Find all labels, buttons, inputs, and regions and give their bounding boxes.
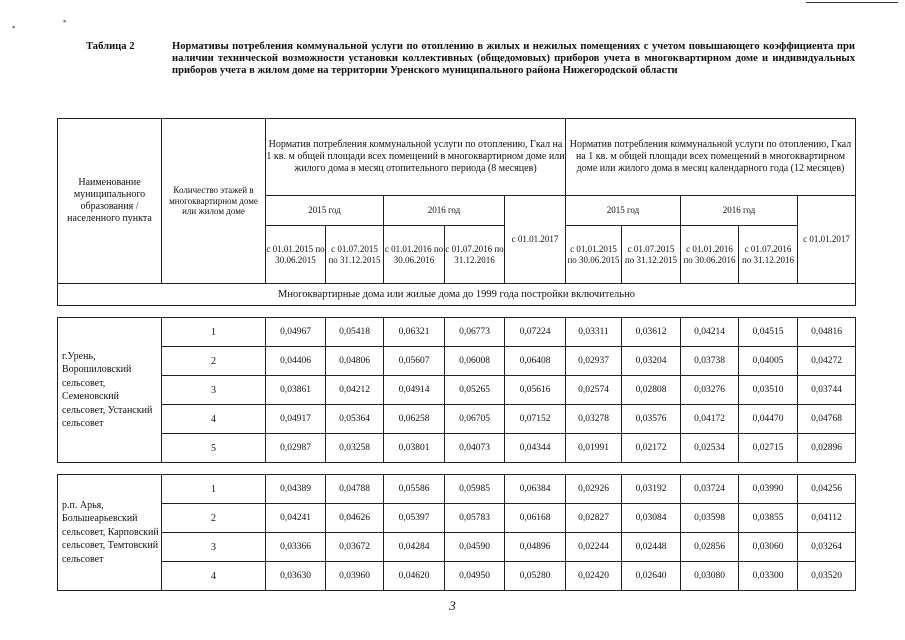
floors-cell: 3 (162, 533, 266, 562)
norm-value-cell: 0,02827 (566, 504, 622, 533)
norm-value-cell: 0,03311 (566, 318, 622, 347)
norm-value-cell: 0,02640 (622, 562, 681, 591)
floors-cell: 1 (162, 318, 266, 347)
norm-value-cell: 0,06258 (384, 405, 445, 434)
norm-value-cell: 0,02896 (798, 434, 856, 463)
norm-value-cell: 0,03576 (622, 405, 681, 434)
norm-value-cell: 0,04620 (384, 562, 445, 591)
norm-value-cell: 0,03672 (326, 533, 384, 562)
floors-cell: 1 (162, 475, 266, 504)
norm-value-cell: 0,06321 (384, 318, 445, 347)
norm-value-cell: 0,03264 (798, 533, 856, 562)
table-label: Таблица 2 (86, 41, 135, 52)
header-period: с 01.01.2016 по 30.06.2016 (384, 226, 445, 284)
norm-value-cell: 0,05364 (326, 405, 384, 434)
norm-value-cell: 0,03744 (798, 376, 856, 405)
norm-value-cell: 0,02172 (622, 434, 681, 463)
top-edge-line (806, 2, 898, 3)
norm-value-cell: 0,05616 (505, 376, 566, 405)
norm-value-cell: 0,04172 (681, 405, 739, 434)
norm-value-cell: 0,03855 (739, 504, 798, 533)
norm-value-cell: 0,05397 (384, 504, 445, 533)
norm-value-cell: 0,04917 (266, 405, 326, 434)
norm-value-cell: 0,04272 (798, 347, 856, 376)
norm-value-cell: 0,06168 (505, 504, 566, 533)
floors-cell: 5 (162, 434, 266, 463)
floors-cell: 2 (162, 504, 266, 533)
norm-value-cell: 0,02420 (566, 562, 622, 591)
table-row (58, 504, 856, 533)
header-group-8-months: Норматив потребления коммунальной услуги по отоплению, Гкал на 1 кв. м общей площади всех помещений в многоквартирном доме или жилого дома в месяц отопительного периода (8 месяцев) (266, 119, 566, 196)
floors-cell: 4 (162, 562, 266, 591)
header-period: с 01.07.2015 по 31.12.2015 (326, 226, 384, 284)
norm-value-cell: 0,04284 (384, 533, 445, 562)
norm-value-cell: 0,04005 (739, 347, 798, 376)
header-floors-column: Количество этажей в многоквартирном доме или жилом доме (162, 119, 266, 284)
norm-value-cell: 0,02244 (566, 533, 622, 562)
norm-value-cell: 0,04515 (739, 318, 798, 347)
norm-value-cell: 0,03278 (566, 405, 622, 434)
norm-value-cell: 0,04896 (505, 533, 566, 562)
header-from-2017: с 01.01.2017 (505, 196, 566, 284)
norm-value-cell: 0,06408 (505, 347, 566, 376)
norm-value-cell: 0,03990 (739, 475, 798, 504)
norm-value-cell: 0,03258 (326, 434, 384, 463)
floors-cell: 3 (162, 376, 266, 405)
header-period: с 01.07.2016 по 31.12.2016 (739, 226, 798, 284)
norm-value-cell: 0,04914 (384, 376, 445, 405)
norm-value-cell: 0,05985 (445, 475, 505, 504)
norm-value-cell: 0,03520 (798, 562, 856, 591)
norm-value-cell: 0,06008 (445, 347, 505, 376)
norm-value-cell: 0,02448 (622, 533, 681, 562)
norm-value-cell: 0,02534 (681, 434, 739, 463)
norm-value-cell: 0,05265 (445, 376, 505, 405)
norm-value-cell: 0,06773 (445, 318, 505, 347)
norm-value-cell: 0,01991 (566, 434, 622, 463)
norm-value-cell: 0,03080 (681, 562, 739, 591)
norm-value-cell: 0,03630 (266, 562, 326, 591)
header-period: с 01.01.2016 по 30.06.2016 (681, 226, 739, 284)
table-row (58, 475, 856, 504)
table-row (58, 533, 856, 562)
norm-value-cell: 0,02715 (739, 434, 798, 463)
norm-value-cell: 0,03060 (739, 533, 798, 562)
norm-value-cell: 0,05418 (326, 318, 384, 347)
norm-value-cell: 0,03738 (681, 347, 739, 376)
scan-mark: ▪ (12, 22, 16, 32)
header-from-2017: с 01.01.2017 (798, 196, 856, 284)
table-row (58, 376, 856, 405)
norm-value-cell: 0,02574 (566, 376, 622, 405)
norm-value-cell: 0,05783 (445, 504, 505, 533)
spacer-row (58, 463, 856, 475)
norm-value-cell: 0,04256 (798, 475, 856, 504)
municipality-name: р.п. Арья, Большеарьевский сельсовет, Карповский сельсовет, Темтовский сельсовет (58, 475, 162, 591)
header-period: с 01.07.2016 по 31.12.2016 (445, 226, 505, 284)
norms-table (57, 118, 856, 591)
header-period: с 01.01.2015 по 30.06.2015 (566, 226, 622, 284)
norm-value-cell: 0,04470 (739, 405, 798, 434)
norm-value-cell: 0,04806 (326, 347, 384, 376)
norm-value-cell: 0,03861 (266, 376, 326, 405)
norm-value-cell: 0,04590 (445, 533, 505, 562)
scan-mark: ▪ (63, 16, 67, 26)
norm-value-cell: 0,04344 (505, 434, 566, 463)
norm-value-cell: 0,04112 (798, 504, 856, 533)
municipality-group (58, 475, 856, 591)
norm-value-cell: 0,03084 (622, 504, 681, 533)
norm-value-cell: 0,05586 (384, 475, 445, 504)
norm-value-cell: 0,02937 (566, 347, 622, 376)
municipality-name: г.Урень, Ворошиловский сельсовет, Семеновский сельсовет, Устанский сельсовет (58, 318, 162, 463)
norm-value-cell: 0,03366 (266, 533, 326, 562)
norm-value-cell: 0,04073 (445, 434, 505, 463)
spacer-row (58, 306, 856, 318)
norm-value-cell: 0,04389 (266, 475, 326, 504)
norm-value-cell: 0,03192 (622, 475, 681, 504)
floors-cell: 2 (162, 347, 266, 376)
table-row (58, 318, 856, 347)
norm-value-cell: 0,06384 (505, 475, 566, 504)
norm-value-cell: 0,07224 (505, 318, 566, 347)
norm-value-cell: 0,04950 (445, 562, 505, 591)
norm-value-cell: 0,03510 (739, 376, 798, 405)
norm-value-cell: 0,03801 (384, 434, 445, 463)
norm-value-cell: 0,04768 (798, 405, 856, 434)
norm-value-cell: 0,04788 (326, 475, 384, 504)
header-period: с 01.01.2015 по 30.06.2015 (266, 226, 326, 284)
floors-cell: 4 (162, 405, 266, 434)
table-row (58, 562, 856, 591)
table-title: Нормативы потребления коммунальной услуги по отоплению в жилых и нежилых помещениях с учетом повышающего коэффициента при наличии технической возможности установки коллективных (общедомовых) приборов учета в многоквартирном доме и индивидуальных приборов учета в жилом доме на территории Уренского муниципального района Нижегородской области (172, 41, 855, 76)
norm-value-cell: 0,02856 (681, 533, 739, 562)
header-year-2015: 2015 год (266, 196, 384, 226)
header-name-column: Наименование муниципального образования / населенного пункта (58, 119, 162, 284)
norm-value-cell: 0,03724 (681, 475, 739, 504)
norm-value-cell: 0,03960 (326, 562, 384, 591)
norm-value-cell: 0,04241 (266, 504, 326, 533)
norm-value-cell: 0,04626 (326, 504, 384, 533)
norm-value-cell: 0,06705 (445, 405, 505, 434)
section-title: Многоквартирные дома или жилые дома до 1999 года постройки включительно (58, 284, 856, 306)
page-number: 3 (449, 598, 456, 613)
norm-value-cell: 0,03276 (681, 376, 739, 405)
table-row (58, 405, 856, 434)
norm-value-cell: 0,04212 (326, 376, 384, 405)
header-year-2015: 2015 год (566, 196, 681, 226)
norm-value-cell: 0,04214 (681, 318, 739, 347)
table-row (58, 347, 856, 376)
norm-value-cell: 0,05607 (384, 347, 445, 376)
header-group-12-months: Норматив потребления коммунальной услуги по отоплению, Гкал на 1 кв. м общей площади всех помещений в многоквартирном доме или жилого дома в месяц календарного года (12 месяцев) (566, 119, 856, 196)
norm-value-cell: 0,04816 (798, 318, 856, 347)
municipality-group (58, 318, 856, 463)
norm-value-cell: 0,03300 (739, 562, 798, 591)
header-year-2016: 2016 год (681, 196, 798, 226)
table-row (58, 434, 856, 463)
norm-value-cell: 0,02926 (566, 475, 622, 504)
norm-value-cell: 0,03598 (681, 504, 739, 533)
norm-value-cell: 0,07152 (505, 405, 566, 434)
header-period: с 01.07.2015 по 31.12.2015 (622, 226, 681, 284)
norm-value-cell: 0,03612 (622, 318, 681, 347)
norm-value-cell: 0,02987 (266, 434, 326, 463)
header-year-2016: 2016 год (384, 196, 505, 226)
norm-value-cell: 0,03204 (622, 347, 681, 376)
norm-value-cell: 0,04967 (266, 318, 326, 347)
norm-value-cell: 0,02808 (622, 376, 681, 405)
norm-value-cell: 0,04406 (266, 347, 326, 376)
norm-value-cell: 0,05280 (505, 562, 566, 591)
